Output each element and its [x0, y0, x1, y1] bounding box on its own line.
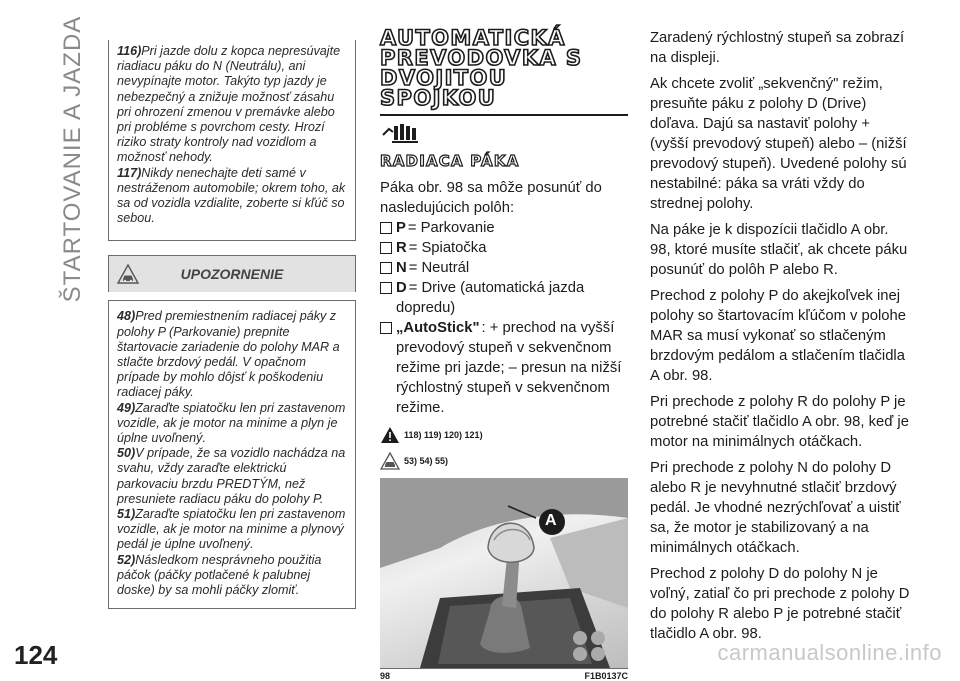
position-key: R — [396, 240, 407, 256]
warning-refs-text: 53) 54) 55) — [404, 456, 449, 466]
position-key: N — [396, 260, 407, 276]
note-number: 48) — [117, 309, 136, 324]
note-number: 51) — [117, 507, 136, 522]
note-number: 52) — [117, 552, 136, 567]
gearbox-icon — [380, 122, 422, 146]
heading-rule — [380, 114, 628, 116]
note-number: 50) — [117, 446, 136, 461]
warning-header — [108, 255, 356, 292]
paragraph: Zaradený rýchlostný stupeň sa zobrazí na displeji. — [650, 30, 905, 66]
note-text: V prípade, že sa vozidlo nachádza na svahu, vždy zaraďte elektrickú parkovaciu brzdu PREDTÝM, než presuniete radiacu páku do polohy P. — [117, 446, 346, 506]
checkbox-icon — [380, 282, 392, 294]
gear-positions-text — [380, 178, 628, 418]
note-item — [117, 401, 349, 447]
position-item-r — [380, 238, 628, 258]
gearbox-column — [380, 28, 628, 681]
position-key: P — [396, 220, 406, 236]
position-item-d — [380, 278, 628, 318]
checkbox-icon — [380, 262, 392, 274]
checkbox-icon — [380, 222, 392, 234]
warning-refs-text: 118) 119) 120) 121) — [404, 430, 483, 440]
warning-refs-2 — [380, 452, 628, 470]
position-text: = Neutrál — [408, 260, 470, 276]
section-title: ŠTARTOVANIE A JAZDA — [59, 15, 86, 303]
note-number: 117) — [117, 165, 142, 180]
note-text: Nikdy nenechajte deti samé v nestráženom automobile; okrem toho, ak sa od vozidla vzdialite, zoberte si kľúč so sebou. — [117, 165, 346, 226]
note-text: Pri jazde dolu z kopca nepresúvajte riadiacu páku do N (Neutrálu), ani nevypínajte motor. Takýto typ jazdy je nebezpečný a znižuje možnosť zásahu pri ohrození zmenou v premávke alebo pri probléme s povrchom cesty. Hrozí riziko straty kontroly nad vozidlom a možnosť nehody. — [117, 44, 341, 165]
paragraph: Ak chcete zvoliť „sekvenčný" režim, presuňte páku z polohy D (Drive) doľava. Dajú sa nastaviť polohy + (vyšší prevodový stupeň) alebo – (nižší prevodový stupeň). Uvedené polohy sú nestabilné: páka sa vráti vždy do strednej polohy. — [650, 76, 907, 212]
safety-notes-box — [108, 40, 356, 241]
warnings-column — [108, 40, 356, 609]
paragraph: Prechod z polohy P do akejkoľvek inej polohy so štartovacím kľúčom v polohe MAR sa musí vykonať so stlačeným brzdovým pedálom a stlačením tlačidla A obr. 98. — [650, 288, 906, 384]
warning-title: UPOZORNENIE — [180, 266, 284, 283]
note-number: 116) — [117, 44, 142, 58]
section-tab — [56, 15, 90, 303]
position-text: = Parkovanie — [407, 220, 495, 236]
checkbox-icon — [380, 322, 392, 334]
note-text: Pred premiestnením radiacej páky z polohy P (Parkovanie) prepnite štartovacie zariadenie do polohy MAR a stlačte brzdový pedál. V opačnom prípade by mohlo dôjsť k poškodeniu radiacej páky. — [117, 309, 340, 400]
note-text: Zaraďte spiatočku len pri zastavenom vozidle, ak je motor na minime a plynový pedál je úplne uvoľnený. — [117, 507, 346, 552]
note-item — [117, 166, 349, 227]
figure-divider — [380, 668, 628, 669]
note-item — [117, 507, 349, 553]
operation-column — [650, 28, 912, 650]
note-item — [117, 309, 349, 400]
position-text: = Spiatočka — [408, 240, 487, 256]
paragraph: Pri prechode z polohy N do polohy D alebo R je nevyhnutné stlačiť brzdový pedál. Je vhodné nezrýchľovať a uistiť sa, že motor je stabilizovaný a na minimálnych otáčkach. — [650, 460, 901, 556]
watermark: carmanualsonline.info — [717, 640, 942, 665]
position-item-autostick — [380, 318, 628, 418]
position-item-n — [380, 258, 628, 278]
gear-lever-illustration — [380, 478, 628, 668]
position-key: „AutoStick" — [396, 320, 480, 336]
gear-lever-figure — [380, 478, 628, 668]
checkbox-icon — [380, 242, 392, 254]
note-item — [117, 446, 349, 507]
note-number: 49) — [117, 400, 136, 415]
note-item — [117, 44, 349, 166]
figure-number: 98 — [380, 671, 391, 681]
caution-notes-box — [108, 300, 356, 609]
page-number: 124 — [14, 640, 58, 670]
position-text: = Drive (automatická jazda dopredu) — [396, 280, 585, 316]
note-item — [117, 553, 349, 599]
car-warning-icon — [380, 452, 400, 470]
intro-paragraph: Páka obr. 98 sa môže posunúť do nasledujúcich polôh: — [380, 180, 602, 216]
note-text: Zaraďte spiatočku len pri zastavenom vozidle, ak je motor na minime a plyn je úplne uvoľnený. — [117, 400, 346, 446]
position-item-p — [380, 218, 628, 238]
warning-refs-1 — [380, 426, 628, 444]
callout-label: A — [545, 512, 557, 529]
sub-heading: RADIACA PÁKA — [380, 152, 520, 170]
paragraph: Prechod z polohy D do polohy N je voľný, zatiaľ čo pri prechode z polohy D do polohy R alebo P je potrebné stačiť tlačidlo A obr. 98. — [650, 566, 910, 642]
main-heading: AUTOMATICKÁ PREVODOVKA S DVOJITOU SPOJKOU — [380, 26, 583, 110]
figure-code: F1B0137C — [584, 671, 628, 681]
warning-triangle-icon — [380, 426, 400, 444]
figure-caption — [380, 671, 628, 681]
note-text: Následkom nesprávneho použitia páčok (páčky potlačené k palubnej doske) by sa mohli páčky zlomiť. — [117, 552, 322, 598]
paragraph: Na páke je k dispozícii tlačidlo A obr. 98, ktoré musíte stlačiť, ak chcete páku posunúť do polôh P alebo R. — [650, 222, 908, 278]
paragraph: Pri prechode z polohy R do polohy P je potrebné stačiť tlačidlo A obr. 98, keď je motor na minimálnych otáčkach. — [650, 394, 909, 450]
position-text: : + prechod na vyšší prevodový stupeň v sekvenčnom režime pri jazde; – presun na nižší rýchlostný stupeň v sekvenčnom režime. — [396, 320, 622, 416]
position-key: D — [396, 280, 407, 296]
car-warning-icon — [117, 264, 139, 284]
